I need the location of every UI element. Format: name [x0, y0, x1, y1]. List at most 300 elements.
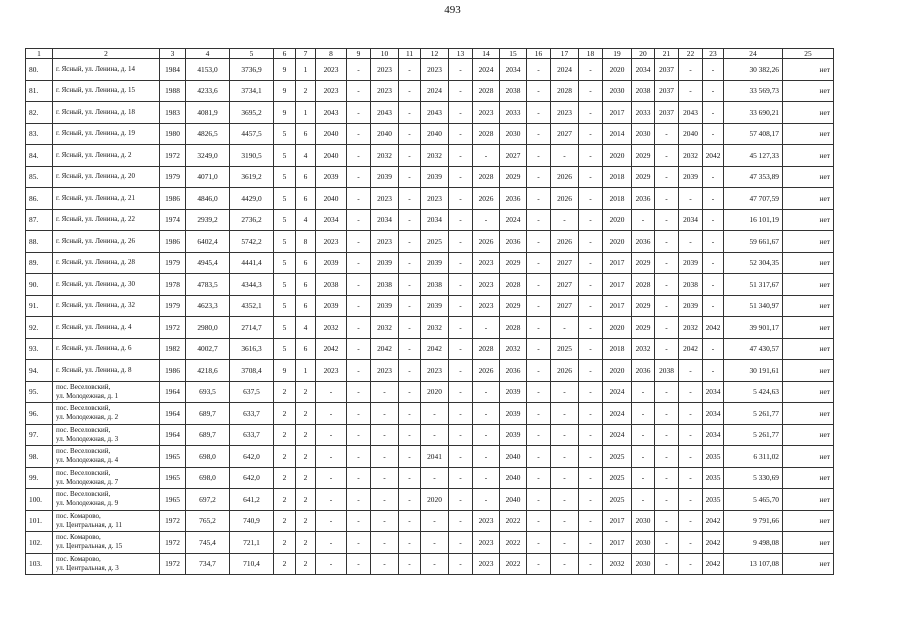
data-cell: - [527, 360, 551, 382]
column-header: 4 [186, 49, 230, 59]
data-cell: - [316, 489, 347, 511]
data-cell: 4783,5 [186, 274, 230, 296]
data-cell: 2026 [551, 166, 579, 188]
data-cell: - [527, 274, 551, 296]
data-cell: 2038 [500, 80, 527, 102]
data-cell: 2736,2 [230, 209, 274, 231]
data-cell: - [655, 231, 679, 253]
data-cell: - [679, 360, 703, 382]
cost-cell: 5 330,69 [724, 467, 783, 489]
data-cell: 2 [274, 446, 296, 468]
data-cell: 1978 [160, 274, 186, 296]
row-number: 97. [26, 424, 53, 446]
address-cell [53, 338, 160, 360]
data-cell: - [579, 489, 603, 511]
data-cell: 5 [274, 252, 296, 274]
address-line: г. Ясный, ул. Ленина, д. 15 [56, 86, 135, 95]
data-cell: 2027 [551, 252, 579, 274]
data-cell: - [347, 424, 371, 446]
row-number: 87. [26, 209, 53, 231]
cost-cell: 59 661,67 [724, 231, 783, 253]
data-cell: 4441,4 [230, 252, 274, 274]
status-cell: нет [783, 360, 834, 382]
data-cell: 4233,6 [186, 80, 230, 102]
status-cell: нет [783, 317, 834, 339]
data-cell: - [449, 145, 473, 167]
data-cell: 2023 [371, 360, 399, 382]
address-line: ул. Молодежная, д. 2 [56, 413, 119, 422]
data-cell: 2040 [500, 446, 527, 468]
cost-cell: 51 340,97 [724, 295, 783, 317]
data-cell: 2018 [603, 338, 632, 360]
data-cell: 2017 [603, 274, 632, 296]
data-cell: - [655, 209, 679, 231]
data-cell: 1986 [160, 360, 186, 382]
row-number: 93. [26, 338, 53, 360]
row-number: 82. [26, 102, 53, 124]
data-cell: - [679, 188, 703, 210]
table-row [26, 295, 834, 317]
data-cell: 2023 [473, 553, 500, 575]
data-cell: 2036 [632, 360, 655, 382]
status-cell: нет [783, 381, 834, 403]
data-cell: 740,9 [230, 510, 274, 532]
data-cell: - [347, 188, 371, 210]
column-header: 23 [703, 49, 724, 59]
data-cell: 2030 [500, 123, 527, 145]
data-cell: 2023 [421, 188, 449, 210]
data-cell: - [399, 532, 421, 554]
data-cell: 1965 [160, 489, 186, 511]
data-cell: - [655, 553, 679, 575]
data-cell: 5 [274, 338, 296, 360]
table-row [26, 489, 834, 511]
data-cell: 2023 [316, 59, 347, 81]
data-cell: - [679, 446, 703, 468]
data-cell: - [449, 252, 473, 274]
data-cell: 1983 [160, 102, 186, 124]
data-cell: - [399, 188, 421, 210]
data-cell: - [527, 145, 551, 167]
data-cell: 2 [296, 489, 316, 511]
cost-cell: 51 317,67 [724, 274, 783, 296]
data-cell: 1 [296, 59, 316, 81]
data-cell: - [347, 80, 371, 102]
data-cell: 2027 [551, 295, 579, 317]
address-line: г. Ясный, ул. Ленина, д. 4 [56, 322, 132, 331]
address-line: пос. Веселовский, [56, 447, 111, 456]
data-cell: - [473, 317, 500, 339]
data-cell: - [399, 510, 421, 532]
data-cell: 1965 [160, 446, 186, 468]
data-cell: - [579, 360, 603, 382]
data-cell: - [399, 360, 421, 382]
column-header: 1 [26, 49, 53, 59]
data-cell: 2 [296, 80, 316, 102]
data-cell: 2029 [500, 166, 527, 188]
data-cell: 2 [274, 510, 296, 532]
data-cell: 2018 [603, 188, 632, 210]
column-header: 16 [527, 49, 551, 59]
data-cell: 6 [296, 123, 316, 145]
cost-cell: 5 424,63 [724, 381, 783, 403]
table-row [26, 145, 834, 167]
data-cell: - [399, 295, 421, 317]
data-cell: - [421, 510, 449, 532]
data-cell: - [449, 467, 473, 489]
data-cell: - [347, 317, 371, 339]
data-cell: 2034 [421, 209, 449, 231]
table-row [26, 532, 834, 554]
data-cell: 2039 [500, 403, 527, 425]
data-cell: - [655, 338, 679, 360]
data-cell: - [632, 381, 655, 403]
data-cell: - [527, 553, 551, 575]
cost-cell: 30 382,26 [724, 59, 783, 81]
data-cell: - [551, 209, 579, 231]
data-cell: - [473, 145, 500, 167]
data-cell: - [399, 209, 421, 231]
data-cell: 2029 [632, 295, 655, 317]
data-cell: 2018 [603, 166, 632, 188]
data-cell: - [655, 166, 679, 188]
data-cell: 2 [274, 489, 296, 511]
data-cell: 2026 [473, 231, 500, 253]
data-cell: 2 [296, 381, 316, 403]
column-header: 7 [296, 49, 316, 59]
data-cell: 2032 [316, 317, 347, 339]
data-cell: 3708,4 [230, 360, 274, 382]
address-line: пос. Веселовский, [56, 468, 111, 477]
table-row [26, 467, 834, 489]
data-cell: 2035 [703, 489, 724, 511]
cost-cell: 5 261,77 [724, 403, 783, 425]
address-cell [53, 59, 160, 81]
data-cell: 6 [296, 295, 316, 317]
address-cell [53, 209, 160, 231]
table-row [26, 510, 834, 532]
data-cell: 2039 [421, 252, 449, 274]
data-cell: - [449, 80, 473, 102]
data-cell: - [347, 446, 371, 468]
cost-cell: 39 901,17 [724, 317, 783, 339]
data-cell: 1979 [160, 166, 186, 188]
table-row [26, 188, 834, 210]
housing-registry-table [25, 48, 834, 575]
data-cell: 2039 [679, 252, 703, 274]
address-line: ул. Центральная, д. 3 [56, 563, 119, 572]
data-cell: - [399, 252, 421, 274]
column-header: 15 [500, 49, 527, 59]
data-cell: 2023 [473, 510, 500, 532]
data-cell: 5 [274, 274, 296, 296]
table-row [26, 424, 834, 446]
data-cell: - [579, 123, 603, 145]
data-cell: 2017 [603, 510, 632, 532]
table-row [26, 252, 834, 274]
data-cell: 2020 [603, 231, 632, 253]
cost-cell: 33 569,73 [724, 80, 783, 102]
data-cell: - [679, 424, 703, 446]
column-number-header [26, 49, 834, 59]
status-cell: нет [783, 424, 834, 446]
data-cell: - [449, 166, 473, 188]
data-cell: 2 [274, 424, 296, 446]
data-cell: - [347, 166, 371, 188]
data-cell: - [703, 274, 724, 296]
data-cell: - [347, 123, 371, 145]
data-cell: 2014 [603, 123, 632, 145]
address-line: г. Ясный, ул. Ленина, д. 26 [56, 236, 135, 245]
table-row [26, 338, 834, 360]
cost-cell: 47 430,57 [724, 338, 783, 360]
data-cell: - [632, 489, 655, 511]
data-cell: - [703, 338, 724, 360]
row-number: 100. [26, 489, 53, 511]
address-line: г. Ясный, ул. Ленина, д. 28 [56, 258, 135, 267]
data-cell: - [399, 467, 421, 489]
data-cell: - [399, 166, 421, 188]
address-line: ул. Молодежная, д. 7 [56, 477, 119, 486]
row-number: 94. [26, 360, 53, 382]
data-cell: 2027 [551, 274, 579, 296]
data-cell: 2023 [473, 274, 500, 296]
row-number: 99. [26, 467, 53, 489]
data-cell: 2714,7 [230, 317, 274, 339]
data-cell: 2042 [703, 532, 724, 554]
data-cell: 2024 [603, 403, 632, 425]
data-cell: 1964 [160, 424, 186, 446]
address-cell [53, 510, 160, 532]
column-header: 13 [449, 49, 473, 59]
data-cell: 5 [274, 295, 296, 317]
column-header: 2 [53, 49, 160, 59]
column-header: 10 [371, 49, 399, 59]
address-line: пос. Комарово, [56, 533, 101, 542]
data-cell: 2036 [632, 231, 655, 253]
address-cell [53, 317, 160, 339]
data-cell: - [632, 403, 655, 425]
data-cell: 4153,0 [186, 59, 230, 81]
data-cell: - [551, 145, 579, 167]
status-cell: нет [783, 553, 834, 575]
data-cell: - [399, 338, 421, 360]
data-cell: 2 [296, 510, 316, 532]
data-cell: - [316, 424, 347, 446]
data-cell: 2030 [603, 80, 632, 102]
data-cell: - [551, 446, 579, 468]
data-cell: - [679, 467, 703, 489]
data-cell: 2023 [421, 360, 449, 382]
data-cell: - [449, 403, 473, 425]
data-cell: - [579, 510, 603, 532]
data-cell: 2024 [603, 381, 632, 403]
address-line: г. Ясный, ул. Ленина, д. 6 [56, 344, 132, 353]
data-cell: 2037 [655, 59, 679, 81]
data-cell: - [347, 467, 371, 489]
row-number: 92. [26, 317, 53, 339]
data-cell: - [551, 489, 579, 511]
data-cell: 2043 [421, 102, 449, 124]
data-cell: 2024 [551, 59, 579, 81]
data-cell: 2026 [551, 360, 579, 382]
data-cell: - [399, 274, 421, 296]
address-line: г. Ясный, ул. Ленина, д. 18 [56, 107, 135, 116]
data-cell: 2034 [500, 59, 527, 81]
data-cell: 2039 [679, 166, 703, 188]
data-cell: 5 [274, 145, 296, 167]
data-cell: 2038 [316, 274, 347, 296]
data-cell: - [399, 553, 421, 575]
data-cell: - [579, 424, 603, 446]
data-cell: 4429,0 [230, 188, 274, 210]
data-cell: - [347, 489, 371, 511]
cost-cell: 9 498,08 [724, 532, 783, 554]
data-cell: 689,7 [186, 403, 230, 425]
data-cell: - [579, 317, 603, 339]
data-cell: - [473, 424, 500, 446]
data-cell: 5 [274, 317, 296, 339]
data-cell: - [347, 381, 371, 403]
data-cell: 2025 [603, 446, 632, 468]
data-cell: 2042 [703, 317, 724, 339]
data-cell: 5 [274, 188, 296, 210]
data-cell: - [679, 553, 703, 575]
column-header: 6 [274, 49, 296, 59]
data-cell: 4 [296, 145, 316, 167]
column-header: 19 [603, 49, 632, 59]
data-cell: - [399, 489, 421, 511]
column-header: 20 [632, 49, 655, 59]
status-cell: нет [783, 59, 834, 81]
data-cell: 2040 [316, 145, 347, 167]
data-cell: 2029 [500, 252, 527, 274]
data-cell: 9 [274, 59, 296, 81]
data-cell: 2043 [371, 102, 399, 124]
data-cell: 2030 [632, 532, 655, 554]
data-cell: 2020 [603, 145, 632, 167]
data-cell: - [655, 403, 679, 425]
data-cell: 1 [296, 360, 316, 382]
data-cell: 2030 [632, 553, 655, 575]
data-cell: 2040 [371, 123, 399, 145]
data-cell: 1974 [160, 209, 186, 231]
data-cell: 2036 [632, 188, 655, 210]
data-cell: 1972 [160, 532, 186, 554]
table-row [26, 123, 834, 145]
column-header: 17 [551, 49, 579, 59]
data-cell: - [655, 446, 679, 468]
data-cell: - [421, 467, 449, 489]
row-number: 103. [26, 553, 53, 575]
data-cell: - [527, 338, 551, 360]
cost-cell: 52 304,35 [724, 252, 783, 274]
data-cell: - [449, 510, 473, 532]
data-cell: - [527, 381, 551, 403]
table-body [26, 49, 834, 575]
data-cell: - [527, 295, 551, 317]
data-cell: 2042 [371, 338, 399, 360]
address-cell [53, 381, 160, 403]
data-cell: 2017 [603, 102, 632, 124]
data-cell: - [527, 188, 551, 210]
data-cell: 2038 [421, 274, 449, 296]
data-cell: 4002,7 [186, 338, 230, 360]
data-cell: 2039 [421, 295, 449, 317]
data-cell: - [449, 188, 473, 210]
data-cell: - [551, 532, 579, 554]
address-line: г. Ясный, ул. Ленина, д. 30 [56, 279, 135, 288]
data-cell: - [449, 317, 473, 339]
address-cell [53, 80, 160, 102]
data-cell: - [527, 510, 551, 532]
data-cell: - [473, 209, 500, 231]
data-cell: 2028 [473, 166, 500, 188]
data-cell: - [655, 317, 679, 339]
data-cell: 2040 [500, 467, 527, 489]
data-cell: - [527, 80, 551, 102]
data-cell: - [527, 317, 551, 339]
data-cell: - [632, 446, 655, 468]
data-cell: - [399, 446, 421, 468]
data-cell: - [551, 403, 579, 425]
data-cell: 2028 [500, 317, 527, 339]
data-cell: - [347, 102, 371, 124]
data-cell: 2028 [551, 80, 579, 102]
address-cell [53, 424, 160, 446]
column-header: 11 [399, 49, 421, 59]
data-cell: - [449, 59, 473, 81]
table-row [26, 360, 834, 382]
table-row [26, 274, 834, 296]
data-cell: 2027 [551, 123, 579, 145]
data-cell: - [473, 403, 500, 425]
status-cell: нет [783, 80, 834, 102]
data-cell: 2035 [703, 446, 724, 468]
data-cell: - [473, 467, 500, 489]
data-cell: 2030 [632, 510, 655, 532]
data-cell: - [551, 553, 579, 575]
row-number: 91. [26, 295, 53, 317]
address-line: ул. Центральная, д. 11 [56, 520, 122, 529]
status-cell: нет [783, 338, 834, 360]
data-cell: - [551, 510, 579, 532]
data-cell: - [679, 510, 703, 532]
data-cell: 2025 [551, 338, 579, 360]
data-cell: 4071,0 [186, 166, 230, 188]
data-cell: 2939,2 [186, 209, 230, 231]
data-cell: - [449, 102, 473, 124]
data-cell: - [316, 403, 347, 425]
data-cell: - [421, 424, 449, 446]
data-cell: - [655, 489, 679, 511]
data-cell: - [449, 338, 473, 360]
address-cell [53, 274, 160, 296]
address-cell [53, 231, 160, 253]
data-cell: - [527, 489, 551, 511]
status-cell: нет [783, 274, 834, 296]
address-line: г. Ясный, ул. Ленина, д. 19 [56, 129, 135, 138]
data-cell: 1984 [160, 59, 186, 81]
data-cell: 2032 [679, 145, 703, 167]
data-cell: 1972 [160, 317, 186, 339]
address-cell [53, 467, 160, 489]
data-cell: - [703, 252, 724, 274]
data-cell: 2029 [632, 166, 655, 188]
address-line: г. Ясный, ул. Ленина, д. 14 [56, 64, 135, 73]
data-cell: - [371, 424, 399, 446]
data-cell: 2040 [316, 188, 347, 210]
